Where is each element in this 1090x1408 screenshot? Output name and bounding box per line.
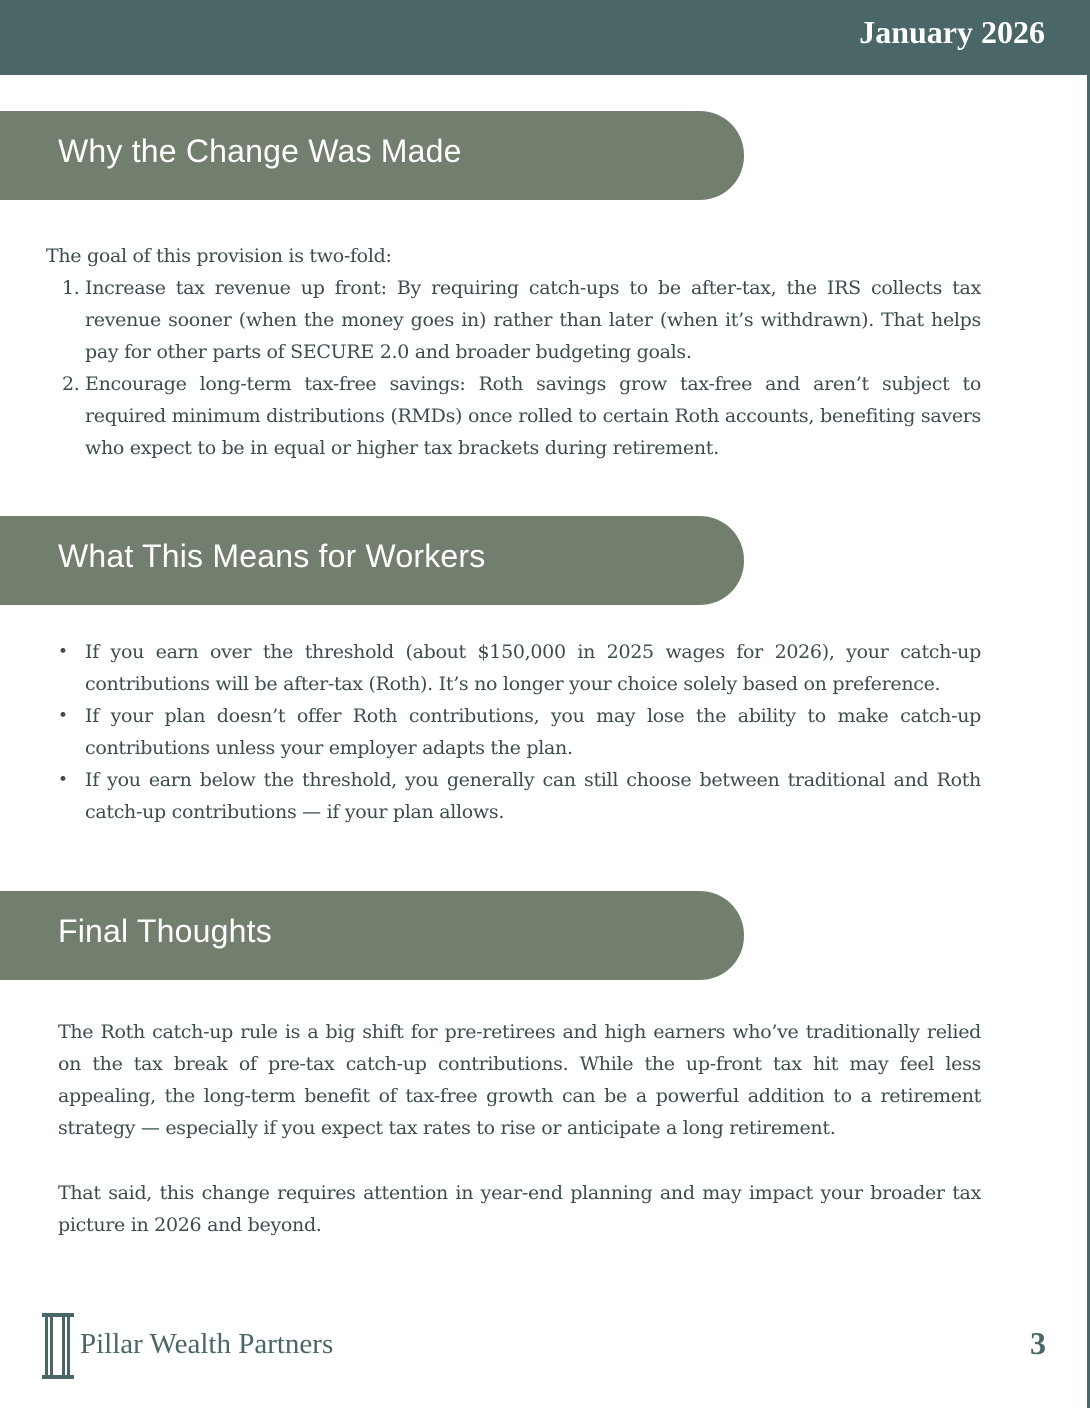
pillar-icon: [42, 1312, 74, 1380]
bullet-icon: •: [58, 706, 68, 726]
list-item: [58, 368, 981, 464]
list-marker: 2.: [62, 373, 80, 395]
list-marker: 1.: [62, 277, 80, 299]
top-banner: [0, 0, 1090, 75]
bullet-icon: •: [58, 642, 68, 662]
workers-list: [58, 636, 981, 828]
list-item-text: Encourage long-term tax-free savings: Roth savings grow tax-free and aren’t subject to required minimum distributions (RMDs) once rolled to certain Roth accounts, benefiting savers who expect to be in equal or higher tax brackets during retirement.: [85, 373, 981, 459]
list-item-text: Increase tax revenue up front: By requiring catch-ups to be after-tax, the IRS collects tax revenue sooner (when the money goes in) rather than later (when it’s withdrawn). That helps pay for other parts of SECURE 2.0 and broader budgeting goals.: [85, 277, 981, 363]
page-number: 3: [1030, 1325, 1046, 1361]
section-title-workers: What This Means for Workers: [58, 538, 486, 574]
bullet-icon: •: [58, 770, 68, 790]
why-intro: The goal of this provision is two-fold:: [46, 245, 392, 267]
list-item: [58, 700, 981, 764]
final-paragraph-2: That said, this change requires attention in year-end planning and may impact your broader tax picture in 2026 and beyond.: [58, 1182, 981, 1236]
section-header-final: [0, 891, 744, 980]
issue-date: January 2026: [859, 14, 1045, 50]
list-item-text: If you earn below the threshold, you generally can still choose between traditional and Roth catch-up contributions — if your plan allows.: [85, 769, 981, 823]
brand-logo: [42, 1312, 382, 1380]
final-paragraph-1: The Roth catch-up rule is a big shift for pre-retirees and high earners who’ve traditionally relied on the tax break of pre-tax catch-up contributions. While the up-front tax hit may feel less appealing, the long-term benefit of tax-free growth can be a powerful addition to a retirement strategy — especially if you expect tax rates to rise or anticipate a long retirement.: [58, 1021, 981, 1139]
list-item-text: If your plan doesn’t offer Roth contributions, you may lose the ability to make catch-up contributions unless your employer adapts the plan.: [85, 705, 981, 759]
section-header-workers: [0, 516, 744, 605]
brand-name: Pillar Wealth Partners: [80, 1328, 334, 1360]
section-title-final: Final Thoughts: [58, 913, 272, 949]
list-item: [58, 764, 981, 828]
section-header-why: [0, 111, 744, 200]
list-item: [58, 272, 981, 368]
section-title-why: Why the Change Was Made: [58, 133, 462, 169]
list-item-text: If you earn over the threshold (about $150,000 in 2025 wages for 2026), your catch-up contributions will be after-tax (Roth). It’s no longer your choice solely based on preference.: [85, 641, 981, 695]
why-list: [58, 272, 981, 464]
list-item: [58, 636, 981, 700]
